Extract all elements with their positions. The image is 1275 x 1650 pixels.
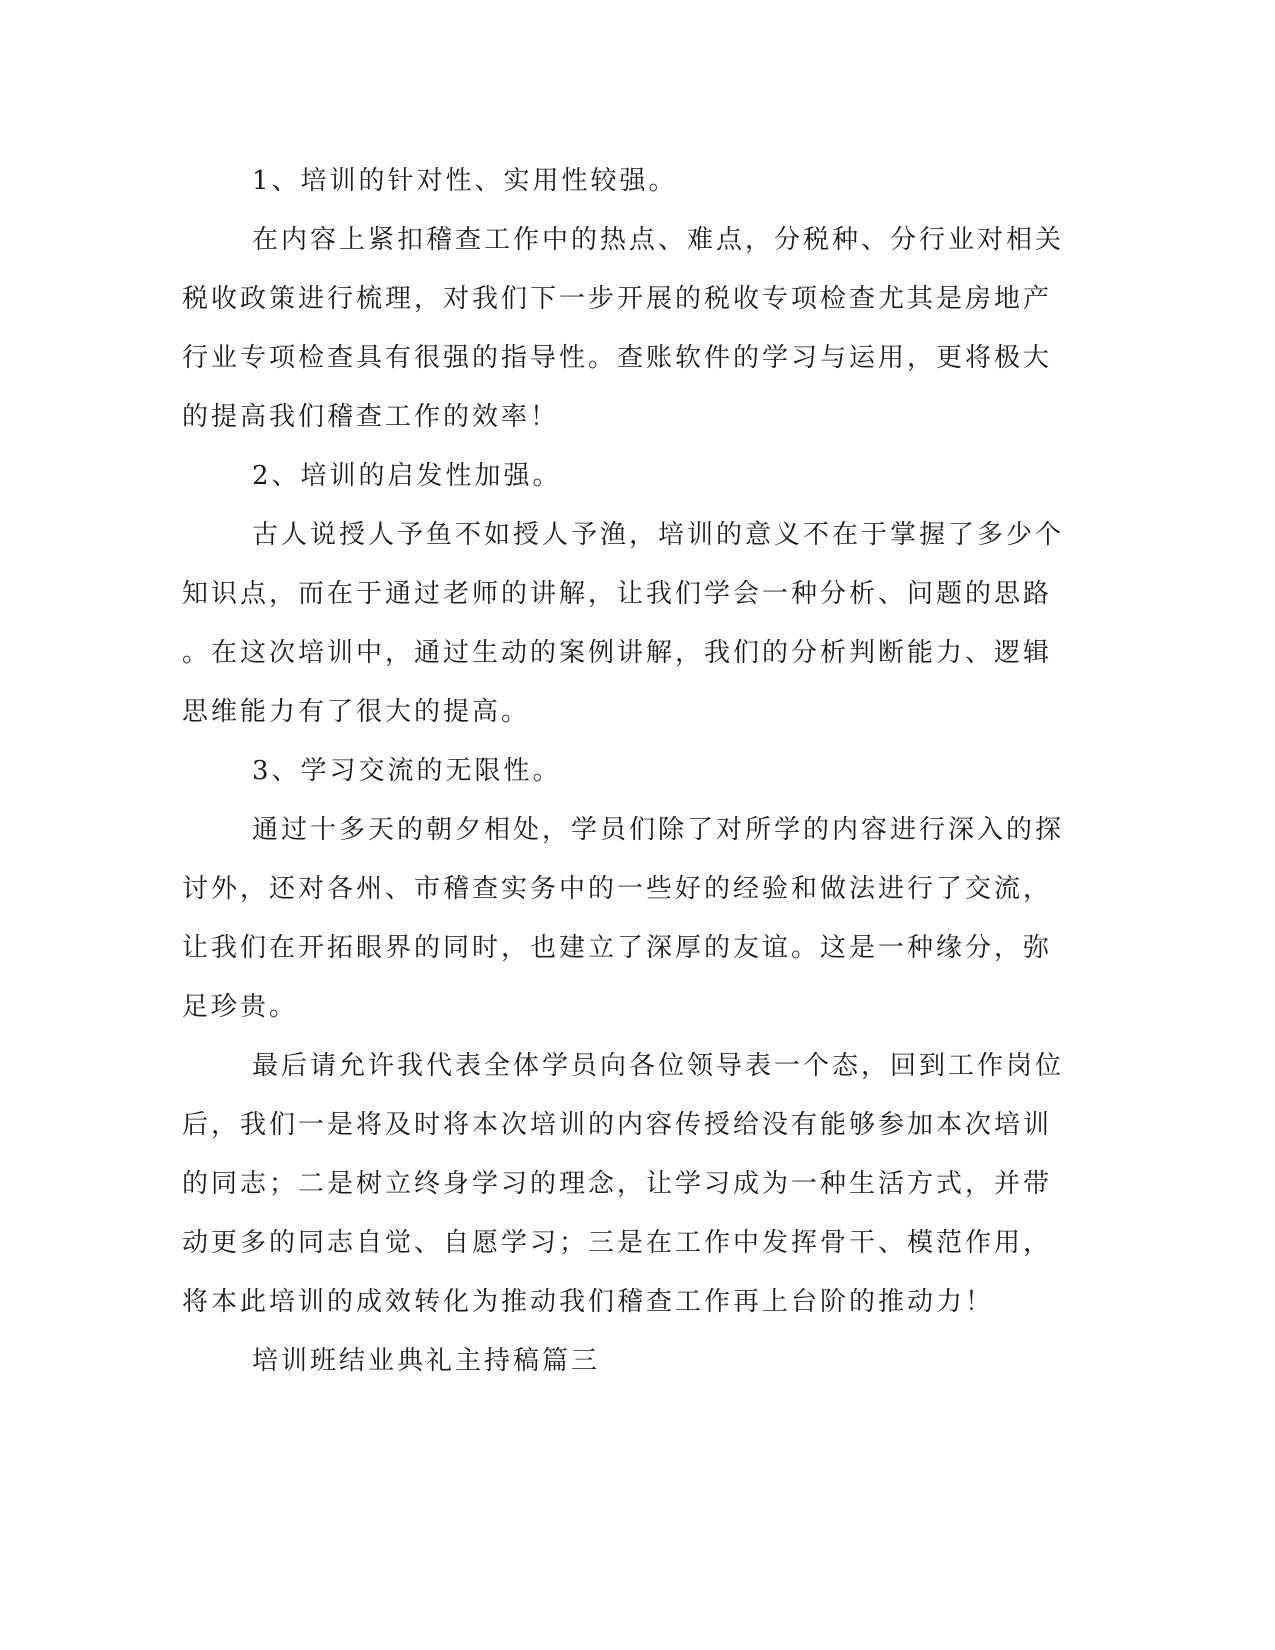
- paragraph-1-line-1: 在内容上紧扣稽查工作中的热点、难点，分税种、分行业对相关: [252, 225, 1065, 255]
- paragraph-1-line-3: 行业专项检查具有很强的指导性。查账软件的学习与运用，更将极大: [182, 343, 1053, 373]
- paragraph-3-line-4: 足珍贵。: [182, 992, 299, 1022]
- paragraph-1-line-2: 税收政策进行梳理，对我们下一步开展的税收专项检查尤其是房地产: [182, 284, 1053, 314]
- paragraph-4-line-3: 的同志；二是树立终身学习的理念，让学习成为一种生活方式，并带: [182, 1169, 1053, 1199]
- paragraph-2-line-4: 思维能力有了很大的提高。: [182, 697, 531, 727]
- paragraph-2-line-3: 。在这次培训中，通过生动的案例讲解，我们的分析判断能力、逻辑: [182, 638, 1053, 668]
- paragraph-2-line-2: 知识点，而在于通过老师的讲解，让我们学会一种分析、问题的思路: [182, 579, 1053, 609]
- paragraph-3-line-1: 通过十多天的朝夕相处，学员们除了对所学的内容进行深入的探: [252, 815, 1065, 845]
- paragraph-4-line-1: 最后请允许我代表全体学员向各位领导表一个态，回到工作岗位: [252, 1051, 1065, 1081]
- paragraph-2-line-1: 古人说授人予鱼不如授人予渔，培训的意义不在于掌握了多少个: [252, 520, 1065, 550]
- heading-3: 3、学习交流的无限性。: [252, 756, 562, 786]
- paragraph-4-line-4: 动更多的同志自觉、自愿学习；三是在工作中发挥骨干、模范作用，: [182, 1228, 1053, 1258]
- paragraph-4-line-5: 将本此培训的成效转化为推动我们稽查工作再上台阶的推动力！: [182, 1287, 995, 1317]
- heading-2: 2、培训的启发性加强。: [252, 461, 562, 491]
- heading-1: 1、培训的针对性、实用性较强。: [252, 166, 678, 196]
- paragraph-3-line-3: 让我们在开拓眼界的同时，也建立了深厚的友谊。这是一种缘分，弥: [182, 933, 1053, 963]
- paragraph-4-line-2: 后，我们一是将及时将本次培训的内容传授给没有能够参加本次培训: [182, 1110, 1053, 1140]
- section-title: 培训班结业典礼主持稿篇三: [252, 1346, 601, 1376]
- paragraph-3-line-2: 讨外，还对各州、市稽查实务中的一些好的经验和做法进行了交流，: [182, 874, 1053, 904]
- paragraph-1-line-4: 的提高我们稽查工作的效率！: [182, 402, 560, 432]
